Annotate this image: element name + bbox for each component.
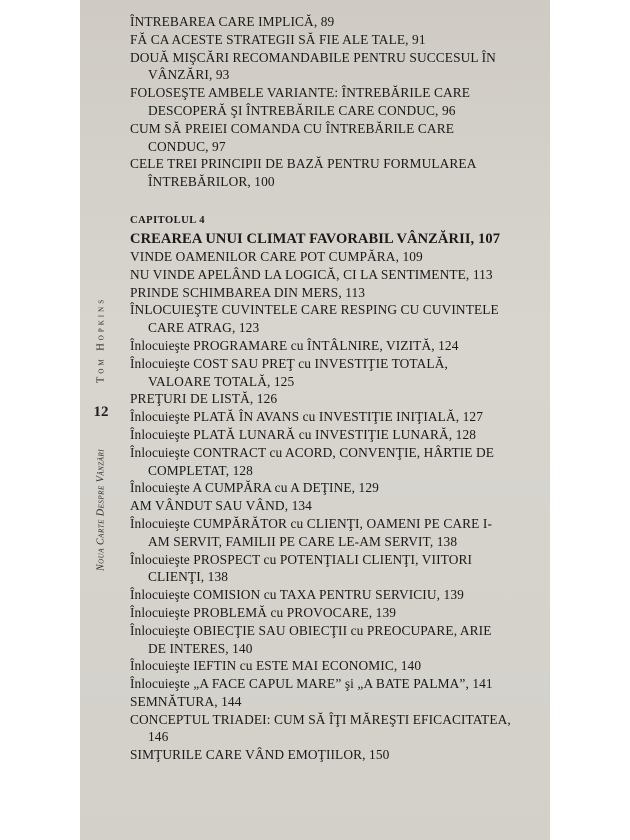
toc-entry-line: Înlocuieşte PLATĂ LUNARĂ cu INVESTIŢIE LUNARĂ, 128 <box>130 426 477 442</box>
toc-entry-line: VINDE OAMENILOR CARE POT CUMPĂRA, 109 <box>130 248 423 264</box>
toc-entry <box>130 604 540 622</box>
toc-entry-line: SEMNĂTURA, 144 <box>130 693 242 709</box>
toc-entry <box>130 426 540 444</box>
table-of-contents <box>130 13 540 764</box>
toc-entry <box>130 408 540 426</box>
toc-section-previous <box>130 13 540 191</box>
toc-entry-continuation: VÂNZĂRI, 93 <box>148 67 230 83</box>
toc-entry <box>130 746 540 764</box>
toc-entry-line: CELE TREI PRINCIPII DE BAZĂ PENTRU FORMULAREA <box>130 156 477 172</box>
toc-entry-line: Înlocuieşte COMISION cu TAXA PENTRU SERVICIU, 139 <box>130 587 464 603</box>
toc-entry-line: Înlocuieşte COST SAU PREŢ cu INVESTIŢIE TOTALĂ, <box>130 355 448 371</box>
chapter-title: CREAREA UNUI CLIMAT FAVORABIL VÂNZĂRII, 107 <box>130 230 501 247</box>
toc-entry-continuation: CONDUC, 97 <box>148 138 226 154</box>
toc-entry-line: Înlocuieşte PLATĂ ÎN AVANS cu INVESTIŢIE INIŢIALĂ, 127 <box>130 409 484 425</box>
toc-entry-continuation: COMPLETAT, 128 <box>148 462 253 478</box>
toc-entry <box>130 155 540 191</box>
page-margin <box>80 0 122 840</box>
toc-entry <box>130 479 540 497</box>
toc-entry <box>130 31 540 49</box>
toc-entry-line: Înlocuieşte „A FACE CAPUL MARE” şi „A BATE PALMA”, 141 <box>130 676 493 692</box>
toc-entry-line: Înlocuieşte IEFTIN cu ESTE MAI ECONOMIC, 140 <box>130 658 422 674</box>
running-head-author: Tom Hopkins <box>95 296 107 384</box>
toc-entry-line: Înlocuieşte PROBLEMĂ cu PROVOCARE, 139 <box>130 604 397 620</box>
toc-entry-line: FĂ CA ACESTE STRATEGII SĂ FIE ALE TALE, 91 <box>130 31 426 47</box>
toc-entry <box>130 390 540 408</box>
toc-entry-line: NU VINDE APELÂND LA LOGICĂ, CI LA SENTIMENTE, 113 <box>130 266 493 282</box>
toc-entry <box>130 693 540 711</box>
toc-entry-line: Înlocuieşte A CUMPĂRA cu A DEŢINE, 129 <box>130 480 379 496</box>
toc-entry-continuation: CLIENŢI, 138 <box>148 569 229 585</box>
toc-entry-line: CUM SĂ PREIEI COMANDA CU ÎNTREBĂRILE CARE <box>130 120 455 136</box>
toc-entry <box>130 266 540 284</box>
toc-entry <box>130 675 540 693</box>
book-page <box>80 0 550 840</box>
toc-entry <box>130 551 540 587</box>
toc-entry-line: DOUĂ MIŞCĂRI RECOMANDABILE PENTRU SUCCESUL ÎN <box>130 49 496 65</box>
toc-entry-line: FOLOSEŞTE AMBELE VARIANTE: ÎNTREBĂRILE CARE <box>130 85 471 101</box>
toc-section-chapter-4 <box>130 248 540 764</box>
toc-entry <box>130 13 540 31</box>
toc-entry <box>130 515 540 551</box>
toc-entry-line: Înlocuieşte CUMPĂRĂTOR cu CLIENŢI, OAMENI PE CARE I- <box>130 515 493 531</box>
toc-entry-continuation: VALOARE TOTALĂ, 125 <box>148 373 295 389</box>
toc-entry-continuation: AM SERVIT, FAMILII PE CARE LE-AM SERVIT, 138 <box>148 533 458 549</box>
toc-entry-continuation: CARE ATRAG, 123 <box>148 320 260 336</box>
toc-entry <box>130 84 540 120</box>
toc-entry-line: Înlocuieşte OBIECŢIE SAU OBIECŢII cu PREOCUPARE, ARIE <box>130 622 492 638</box>
toc-entry-continuation: 146 <box>148 729 169 745</box>
toc-entry <box>130 337 540 355</box>
toc-entry-line: CONCEPTUL TRIADEI: CUM SĂ ÎŢI MĂREŞTI EFICACITATEA, <box>130 711 511 727</box>
toc-entry-line: ÎNLOCUIEŞTE CUVINTELE CARE RESPING CU CUVINTELE <box>130 302 499 318</box>
toc-entry-line: Înlocuieşte PROGRAMARE cu ÎNTÂLNIRE, VIZITĂ, 124 <box>130 337 459 353</box>
toc-entry <box>130 301 540 337</box>
toc-entry-continuation: ÎNTREBĂRILOR, 100 <box>148 174 275 190</box>
toc-entry <box>130 586 540 604</box>
toc-entry <box>130 49 540 85</box>
toc-entry-continuation: DE INTERES, 140 <box>148 640 253 656</box>
toc-entry <box>130 248 540 266</box>
toc-entry-continuation: DESCOPERĂ ŞI ÎNTREBĂRILE CARE CONDUC, 96 <box>148 102 456 118</box>
section-gap <box>130 191 540 213</box>
toc-entry-line: Înlocuieşte CONTRACT cu ACORD, CONVENŢIE, HÂRTIE DE <box>130 444 495 460</box>
toc-entry <box>130 711 540 747</box>
toc-entry <box>130 657 540 675</box>
toc-entry <box>130 622 540 658</box>
chapter-label: CAPITOLUL 4 <box>130 214 206 226</box>
toc-entry <box>130 284 540 302</box>
toc-entry-line: AM VÂNDUT SAU VÂND, 134 <box>130 498 312 514</box>
toc-entry-line: ÎNTREBAREA CARE IMPLICĂ, 89 <box>130 14 335 29</box>
page-number: 12 <box>93 404 109 420</box>
toc-entry-line: PREŢURI DE LISTĂ, 126 <box>130 391 278 407</box>
toc-entry-line: Înlocuieşte PROSPECT cu POTENŢIALI CLIENŢI, VIITORI <box>130 551 473 567</box>
toc-entry-line: SIMŢURILE CARE VÂND EMOŢIILOR, 150 <box>130 747 390 763</box>
toc-entry-line: PRINDE SCHIMBAREA DIN MERS, 113 <box>130 284 366 300</box>
running-head-book-title: Noua Carte Despre Vânzări <box>95 448 107 572</box>
toc-entry <box>130 355 540 391</box>
toc-entry <box>130 444 540 480</box>
toc-entry <box>130 497 540 515</box>
toc-entry <box>130 120 540 156</box>
